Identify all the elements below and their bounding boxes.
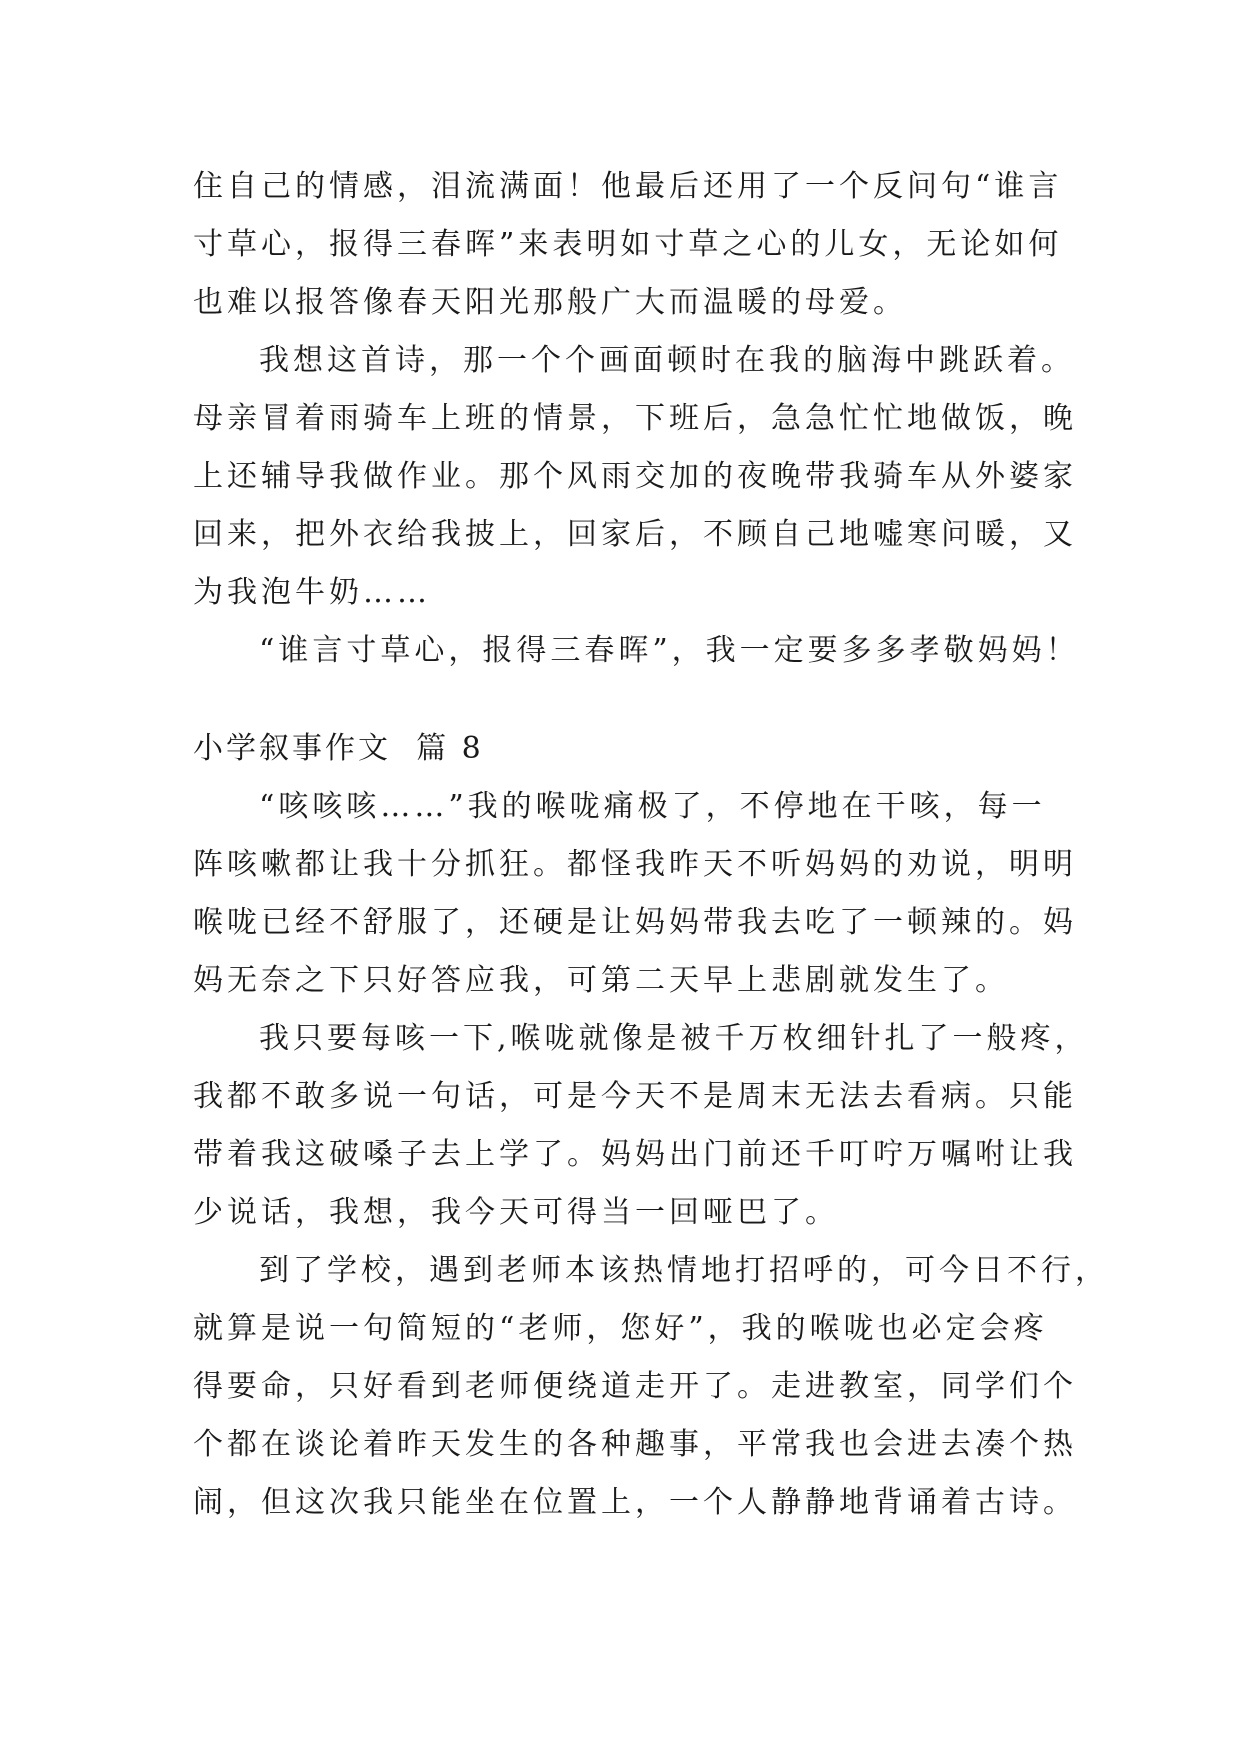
text-line: 少说话，我想，我今天可得当一回哑巴了。 bbox=[193, 1195, 839, 1230]
text-line: 阵咳嗽都让我十分抓狂。都怪我昨天不听妈妈的劝说，明明 bbox=[193, 847, 1077, 882]
paragraph bbox=[193, 778, 1077, 1010]
text-line: “谁言寸草心，报得三春晖”，我一定要多多孝敬妈妈！ bbox=[259, 633, 1080, 668]
text-line: 就算是说一句简短的“老师，您好”，我的喉咙也必定会疼 bbox=[193, 1311, 1048, 1346]
paragraph bbox=[193, 332, 1077, 622]
text-line: 为我泡牛奶…… bbox=[193, 575, 431, 610]
text-line: 个都在谈论着昨天发生的各种趣事，平常我也会进去凑个热 bbox=[193, 1427, 1077, 1462]
text-line: 闹，但这次我只能坐在位置上，一个人静静地背诵着古诗。 bbox=[193, 1485, 1077, 1520]
text-line: 我都不敢多说一句话，可是今天不是周末无法去看病。只能 bbox=[193, 1079, 1077, 1114]
text-line: 得要命，只好看到老师便绕道走开了。走进教室，同学们个 bbox=[193, 1369, 1077, 1404]
text-line: 妈无奈之下只好答应我，可第二天早上悲剧就发生了。 bbox=[193, 963, 1009, 998]
document-body bbox=[193, 158, 1109, 1532]
text-line: 回来，把外衣给我披上，回家后，不顾自己地嘘寒问暖，又 bbox=[193, 517, 1077, 552]
text-line: 我想这首诗，那一个个画面顿时在我的脑海中跳跃着。 bbox=[259, 343, 1075, 378]
text-line: 带着我这破嗓子去上学了。妈妈出门前还千叮咛万嘱咐让我 bbox=[193, 1137, 1077, 1172]
text-line: 也难以报答像春天阳光那般广大而温暖的母爱。 bbox=[193, 285, 907, 320]
text-line: 喉咙已经不舒服了，还硬是让妈妈带我去吃了一顿辣的。妈 bbox=[193, 905, 1077, 940]
text-line: 我只要每咳一下,喉咙就像是被千万枚细针扎了一般疼， bbox=[259, 1021, 1089, 1056]
text-line: 母亲冒着雨骑车上班的情景，下班后，急急忙忙地做饭，晚 bbox=[193, 401, 1077, 436]
section-title: 小学叙事作文 篇 8 bbox=[193, 731, 484, 766]
paragraph bbox=[193, 1242, 1109, 1532]
text-line: 住自己的情感，泪流满面！他最后还用了一个反问句“谁言 bbox=[193, 169, 1063, 204]
paragraph bbox=[193, 622, 1080, 680]
text-line: “咳咳咳……”我的喉咙痛极了，不停地在干咳，每一 bbox=[259, 789, 1046, 824]
text-line: 上还辅导我做作业。那个风雨交加的夜晚带我骑车从外婆家 bbox=[193, 459, 1077, 494]
text-line: 寸草心，报得三春晖”来表明如寸草之心的儿女，无论如何 bbox=[193, 227, 1063, 262]
text-line: 到了学校，遇到老师本该热情地打招呼的，可今日不行， bbox=[259, 1253, 1109, 1288]
paragraph bbox=[193, 1010, 1089, 1242]
paragraph bbox=[193, 158, 1073, 332]
